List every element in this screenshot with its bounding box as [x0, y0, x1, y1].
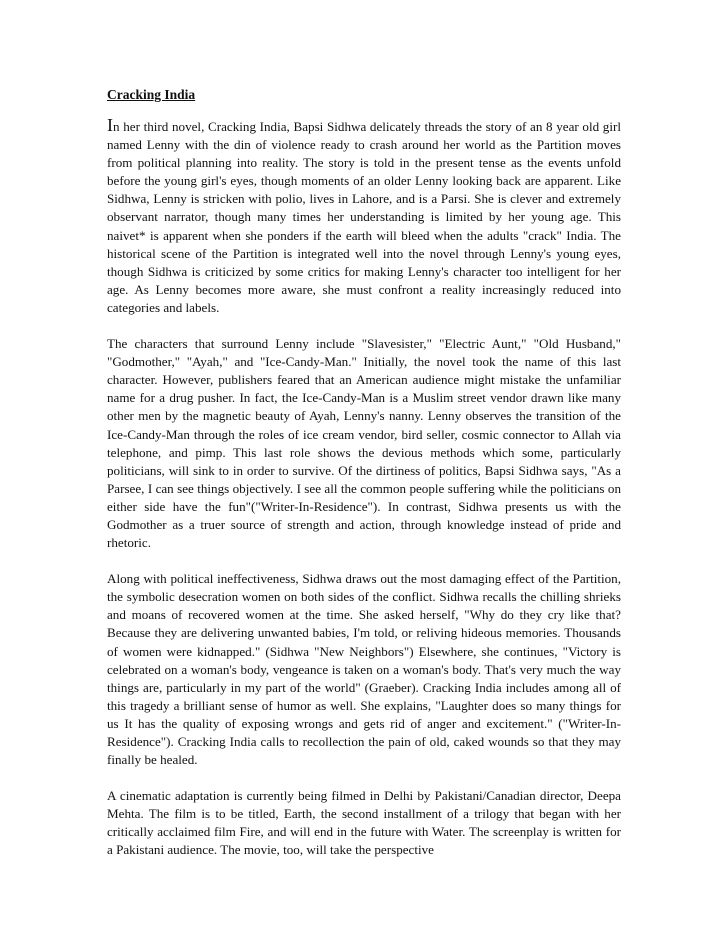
paragraph-1 — [107, 116, 621, 317]
paragraph-3: Along with political ineffectiveness, Sidhwa draws out the most damaging effect of the Partition, the symbolic desecration women on both sides of the conflict. Sidhwa recalls the chilling shrieks and moans of recovered women at the time. She asked herself, "Why do they cry like that? Because they are delivering unwanted babies, I'm told, or reliving hideous memories. Thousands of women were kidnapped." (Sidhwa "New Neighbors") Elsewhere, she continues, "Victory is celebrated on a woman's body, vengeance is taken on a woman's body. That's very much the way things are, particularly in my part of the world" (Graeber). Cracking India includes among all of this tragedy a brilliant sense of humor as well. She explains, "Laughter does so many things for us It has the quality of exposing wrongs and gets rid of anger and excitement." ("Writer-In-Residence"). Cracking India calls to recollection the pain of old, caked wounds so that they may finally be healed. — [107, 571, 621, 768]
document-page — [107, 86, 621, 878]
paragraph-2: The characters that surround Lenny include "Slavesister," "Electric Aunt," "Old Husband," "Godmother," "Ayah," and "Ice-Candy-Man." Initially, the novel took the name of this last character. However, publishers feared that an American audience might mistake the unfamiliar name for a drug pusher. In fact, the Ice-Candy-Man is a Muslim street vendor drawn like many other men by the magnetic beauty of Ayah, Lenny's nanny. Lenny observes the transition of the Ice-Candy-Man through the roles of ice cream vendor, bird seller, cosmic connector to Allah via telephone, and pimp. This last role shows the devious methods which some, particularly politicians, will sink to in order to survive. Of the dirtiness of politics, Bapsi Sidhwa says, "As a Parsee, I can see things objectively. I see all the common people suffering while the politicians on either side have the fun"("Writer-In-Residence"). In contrast, Sidhwa presents us with the Godmother as a truer source of strength and action, through knowledge instead of pride and rhetoric. — [107, 336, 621, 551]
drop-cap: I — [107, 115, 113, 135]
document-title: Cracking India — [107, 87, 196, 102]
paragraph-4: A cinematic adaptation is currently being filmed in Delhi by Pakistani/Canadian director, Deepa Mehta. The film is to be titled, Earth, the second installment of a trilogy that began with her critically acclaimed film Fire, and will end in the future with Water. The screenplay is written for a Pakistani audience. The movie, too, will take the perspective — [107, 788, 621, 858]
paragraph-1-text: n her third novel, Cracking India, Bapsi Sidhwa delicately threads the story of an 8 year old girl named Lenny with the din of violence ready to crash around her world as the Partition moves from political planning into reality. The story is told in the present tense as the events unfold before the young girl's eyes, though moments of an older Lenny looking back are apparent. Like Sidhwa, Lenny is stricken with polio, lives in Lahore, and is a Parsi. She is clever and extremely observant narrator, though many times her understanding is limited by her young age. This naivet* is apparent when she ponders if the earth will bleed when the adults "crack" India. The historical scene of the Partition is integrated well into the novel through Lenny's young eyes, though Sidhwa is criticized by some critics for making Lenny's character too intelligent for her age. As Lenny becomes more aware, she must confront a reality increasingly reduced into categories and labels. — [107, 119, 621, 315]
